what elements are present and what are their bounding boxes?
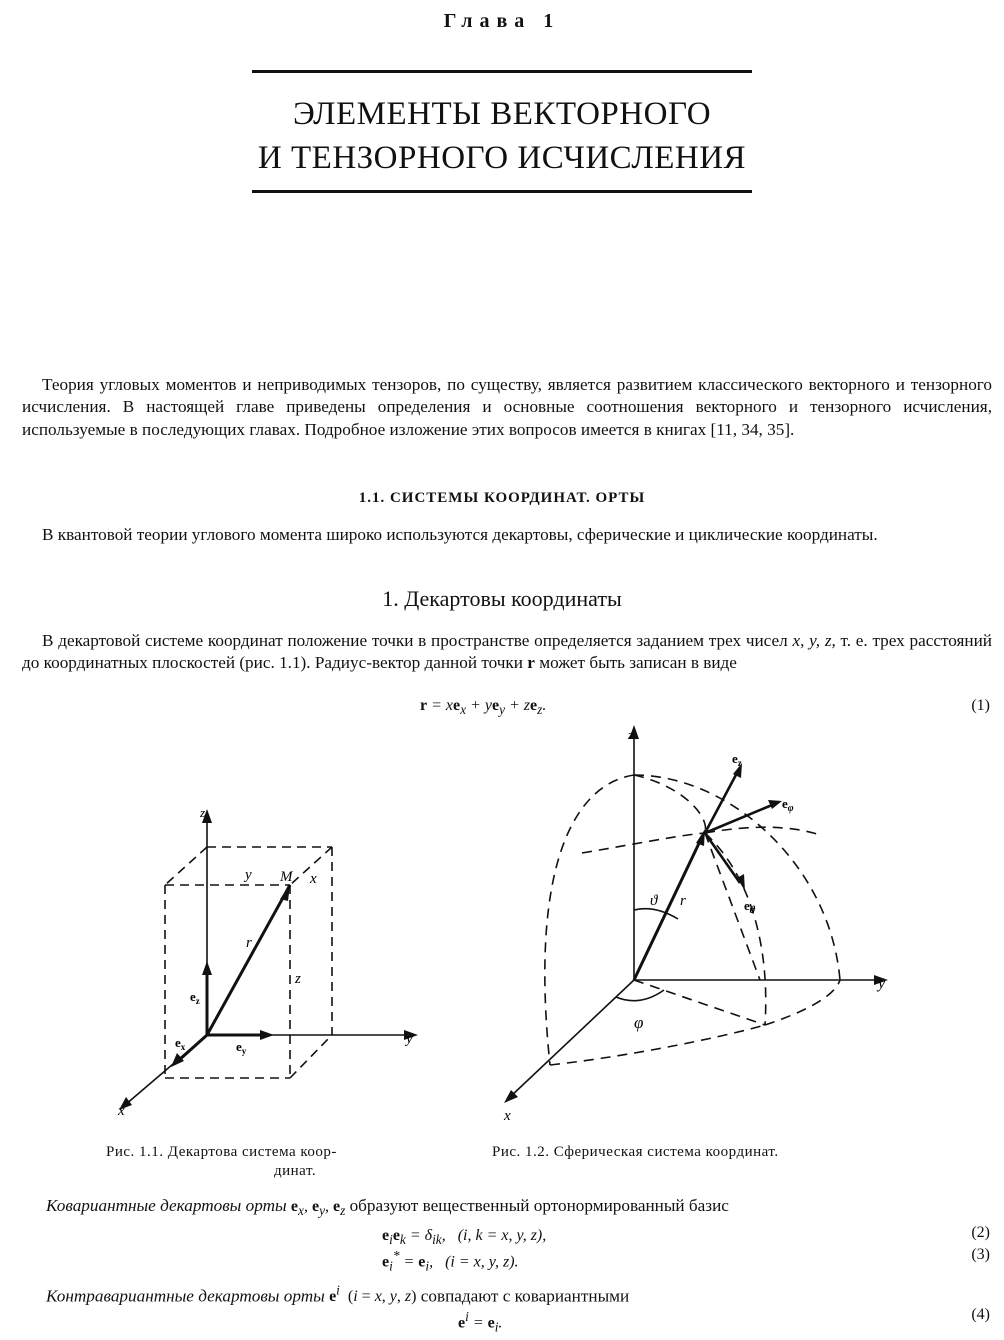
contravariant-paragraph: Контравариантные декартовы орты $e^i$ (i = x, y, z) совпадают с ковариантными	[46, 1283, 630, 1306]
title-rule-bottom	[252, 190, 752, 193]
equation-1-number: (1)	[971, 697, 990, 714]
theta-arc	[634, 909, 678, 919]
fig2-label-r: r	[680, 893, 686, 909]
contravariant-term: Контравариантные декартовы орты	[46, 1286, 325, 1306]
radius-vector	[207, 885, 290, 1035]
equation-4: $e^i = e_i$.	[458, 1309, 503, 1335]
covariant-term: Ковариантные декартовы орты	[46, 1196, 287, 1215]
coordinate-variables: x, y, z,	[792, 631, 836, 650]
cartesian-figure	[100, 795, 430, 1125]
fig2-label-y: y	[878, 975, 886, 992]
section-paragraph: В квантовой теории углового момента широко используются декартовы, сферические и циклические координаты.	[42, 525, 878, 544]
fig2-caption: Рис. 1.2. Сферическая система координат.	[492, 1144, 779, 1160]
spherical-figure	[490, 725, 900, 1125]
fig2-label-ez: $e_z$	[732, 751, 742, 768]
fig2-label-theta: ϑ	[650, 893, 658, 909]
radius-vector-arrow	[280, 885, 290, 901]
fig1-label-z: z	[200, 805, 206, 820]
fig1-label-y-axis: y	[406, 1031, 413, 1047]
fig1-caption: Рис. 1.1. Декартова система коор- динат.	[106, 1144, 337, 1179]
fig2-label-z: z	[628, 727, 634, 742]
equation-3-number: (3)	[971, 1246, 990, 1263]
fig1-label-x-edge: x	[310, 871, 317, 887]
chapter-title	[0, 92, 1004, 180]
chapter-title-line-1: ЭЛЕМЕНТЫ ВЕКТОРНОГО	[292, 96, 712, 132]
equation-2-number: (2)	[971, 1224, 990, 1241]
section-heading: 1.1. СИСТЕМЫ КООРДИНАТ. ОРТЫ	[358, 490, 646, 506]
fig1-label-r: r	[246, 935, 252, 951]
phi-arc	[616, 990, 664, 1001]
chapter-title-line-2: И ТЕНЗОРНОГО ИСЧИСЛЕНИЯ	[257, 140, 747, 176]
x-axis	[510, 980, 634, 1097]
equation-3: $e_i^* = e_i$, (i = x, y, z).	[382, 1248, 519, 1274]
equation-1: $r = xe_x + ye_y + ze_z$.	[420, 697, 547, 718]
title-rule-top	[252, 70, 752, 73]
radius-vector-symbol: r	[527, 653, 535, 673]
fig1-label-ey: $e_y$	[236, 1039, 247, 1056]
etheta-vector	[705, 833, 740, 883]
covariant-paragraph: Ковариантные декартовы орты $e_x$, $e_y$, $e_z$ образуют вещественный ортонормированный базис	[46, 1196, 729, 1219]
fig1-label-y-edge: y	[245, 867, 252, 883]
fig2-label-etheta: $e_ϑ$	[744, 898, 756, 916]
equation-4-number: (4)	[971, 1306, 990, 1323]
fig1-label-ez: $e_z$	[190, 989, 200, 1006]
equation-2: $e_ie_k = \delta_{ik}$, (i, k = x, y, z),	[382, 1227, 547, 1248]
fig1-label-M: M	[280, 869, 293, 885]
chapter-label: Глава 1	[443, 10, 561, 32]
fig2-label-ephi: $e_\varphi$	[782, 796, 794, 814]
fig1-label-x-axis: x	[118, 1103, 125, 1119]
intro-paragraph: Теория угловых моментов и неприводимых тензоров, по существу, является развитием классического векторного и тензорного исчисления. В настоящей главе приведены определения и основные соотношения векторного и тензорного исчисления, используемые в последующих главах. Подробное изложение этих вопросов имеется в книгах [11, 34, 35].	[22, 375, 992, 439]
subsection-paragraph: В декартовой системе координат положение точки в пространстве определяется заданием трех чисел x, y, z, т. е. трех расстояний до координатных плоскостей (рис. 1.1). Радиус-вектор данной точки r может быть записан в виде	[22, 631, 993, 673]
ez-vector	[705, 771, 738, 833]
fig2-label-phi: φ	[634, 1013, 644, 1032]
fig1-label-ex: $e_x$	[175, 1035, 186, 1052]
fig2-label-x: x	[504, 1108, 511, 1124]
subsection-heading: 1. Декартовы координаты	[382, 586, 622, 611]
fig1-label-z-edge: z	[295, 971, 301, 987]
